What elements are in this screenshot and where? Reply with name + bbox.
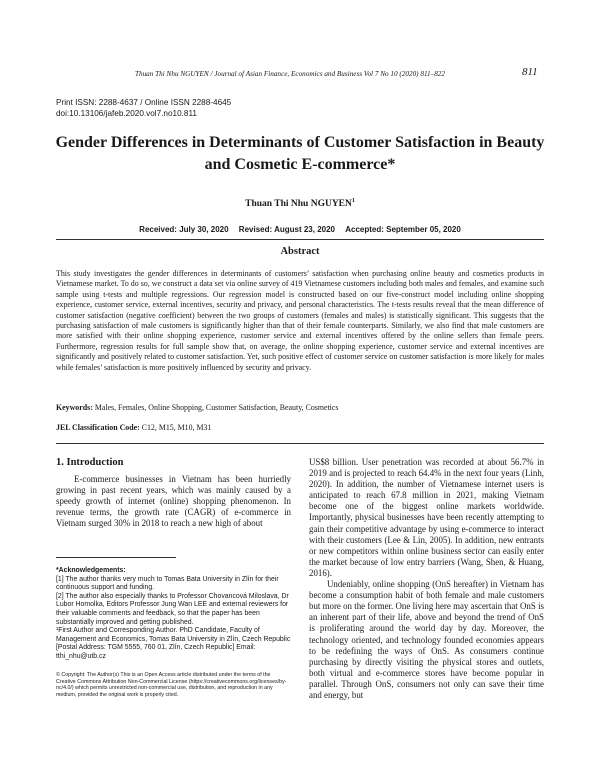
column-left	[56, 457, 291, 529]
jel-label: JEL Classification Code:	[56, 423, 140, 432]
abstract-text: This study investigates the gender differences in determinants of customers’ satisfaction when purchasing online beauty and cosmetics products in Vietnamese market. To do so, we construct a data set via online survey of 419 Vietnamese customers including both males and females, and examine such sample using t-tests and multiple regressions. Our regression model is constructed based on our five-construct model including online shopping experience, customer service, external incentives, security and privacy, and personal characteristics. The t-tests results reveal that the mean difference of customer satisfaction (negative coefficient) between the two groups of customers (females and males) is statistically significant. This suggests that the purchasing satisfaction of male customers is significantly higher than that of their female counterparts. Similarly, we also find that male customers are more satisfied with their online shopping experience, customer service and external incentives offered by the online sellers than female peers. Furthermore, regression results for full sample show that, on average, the online shopping experience, customer service and external incentives are significantly and positively related to customer satisfaction. Yet, such positive effect of customer service on customer satisfaction is more likely for males while females’ satisfaction is more positively influenced by security and privacy.	[56, 269, 544, 372]
submission-dates	[0, 225, 600, 234]
footnote-2: [2] The author also especially thanks to Professor Chovancová Miloslava, Dr Lubor Homolka, Editors Professor Jung Wan LEE and external reviewers for their valuable comments and feedback, so that the paper has been substantially improved and getting published.	[56, 592, 289, 626]
doi-line: doi:10.13106/jafeb.2020.vol7.no10.811	[56, 108, 197, 118]
author-mark: 1	[351, 198, 355, 204]
keywords-label: Keywords:	[56, 403, 93, 412]
keywords	[56, 403, 544, 412]
paper-title	[40, 132, 560, 175]
copyright-notice: © Copyright: The Author(s) This is an Open Access article distributed under the terms of the Creative Commons Attribution Non-Commercial License (https://creativecommons.org/licenses/by-nc/4.0/) which permits unrestricted non-commercial use, distribution, and reproduction in any medium, provided the original work is properly cited.	[56, 672, 287, 698]
issn-block	[56, 98, 231, 120]
running-head: Thuan Thi Nhu NGUYEN / Journal of Asian Finance, Economics and Business Vol 7 No 10 (2020) 811–822	[135, 70, 445, 78]
intro-right-paragraph-2: Undeniably, online shopping (OnS hereafter) in Vietnam has become a consumption habit of both female and male customers but more on the former. One living here may ascertain that OnS is an inherent part of their life, above and beyond the trend of OnS is proliferating around the world day by day. Moreover, the technology oriented, and technology founded economies appears to be redefining the ways of OnS. As consumers continue purchasing by directly visiting the physical stores and outlets, both virtual and e-commerce stores have become popular in parallel. Through OnS, consumers not only can save their time and energy, but	[309, 579, 544, 700]
footnote-1: [1] The author thanks very much to Tomas Bata University in Zlín for their continuous support and funding.	[56, 575, 279, 592]
intro-left-paragraph: E-commerce businesses in Vietnam has been hurriedly growing in past recent years, which was mainly caused by a speedy growth of internet (online) shopping phenomenon. In revenue terms, the growth rate (CAGR) of e-commerce in Vietnam surged 30% in 2018 to reach a new high of about	[56, 474, 291, 529]
accepted-date: Accepted: September 05, 2020	[345, 225, 461, 234]
section-heading: 1. Introduction	[56, 457, 124, 468]
received-date: Received: July 30, 2020	[139, 225, 229, 234]
jel-codes	[56, 423, 544, 432]
keywords-text: Males, Females, Online Shopping, Customer Satisfaction, Beauty, Cosmetics	[94, 403, 339, 412]
intro-right-paragraph-1: US$8 billion. User penetration was recorded at about 56.7% in 2019 and is projected to reach 64.4% in the next four years (Linh, 2020). In addition, the number of Vietnamese internet users is anticipated to reach 67.8 million in 2021, making Vietnam become one of the biggest online markets worldwide. Importantly, physical businesses have been recently attempting to gain their competitive advantage by using e-commerce to interact with their customers (Lee & Lin, 2005). In addition, new entrants or new competitors within online business sector can easily enter the market because of low entry barriers (Wang, Shen, & Huang, 2016).	[309, 457, 544, 578]
abstract-heading: Abstract	[280, 246, 320, 257]
footnote-3: ¹First Author and Corresponding Author. PhD Candidate, Faculty of Management and Economics, Tomas Bata University in Zlín, Czech Republic [Postal Address: TGM 5555, 760 01, Zlín, Czech Republic] Email: tthi_nhu@utb.cz	[56, 627, 291, 660]
author-name: Thuan Thi Nhu NGUYEN	[245, 199, 352, 210]
page-number: 811	[522, 66, 538, 78]
footnote-rule	[56, 557, 176, 558]
footnote-heading: *Acknowledgements:	[56, 567, 126, 574]
footnotes	[56, 567, 291, 662]
revised-date: Revised: August 23, 2020	[238, 225, 335, 234]
title-line-2: and Cosmetic E-commerce*	[204, 155, 396, 173]
divider-bottom	[56, 443, 544, 444]
title-line-1: Gender Differences in Determinants of Customer Satisfaction in Beauty	[55, 134, 545, 151]
divider-top	[56, 239, 544, 240]
column-right	[309, 457, 544, 701]
jel-text: C12, M15, M10, M31	[141, 423, 212, 432]
author	[0, 198, 600, 209]
issn-line: Print ISSN: 2288-4637 / Online ISSN 2288-4645	[56, 98, 232, 107]
